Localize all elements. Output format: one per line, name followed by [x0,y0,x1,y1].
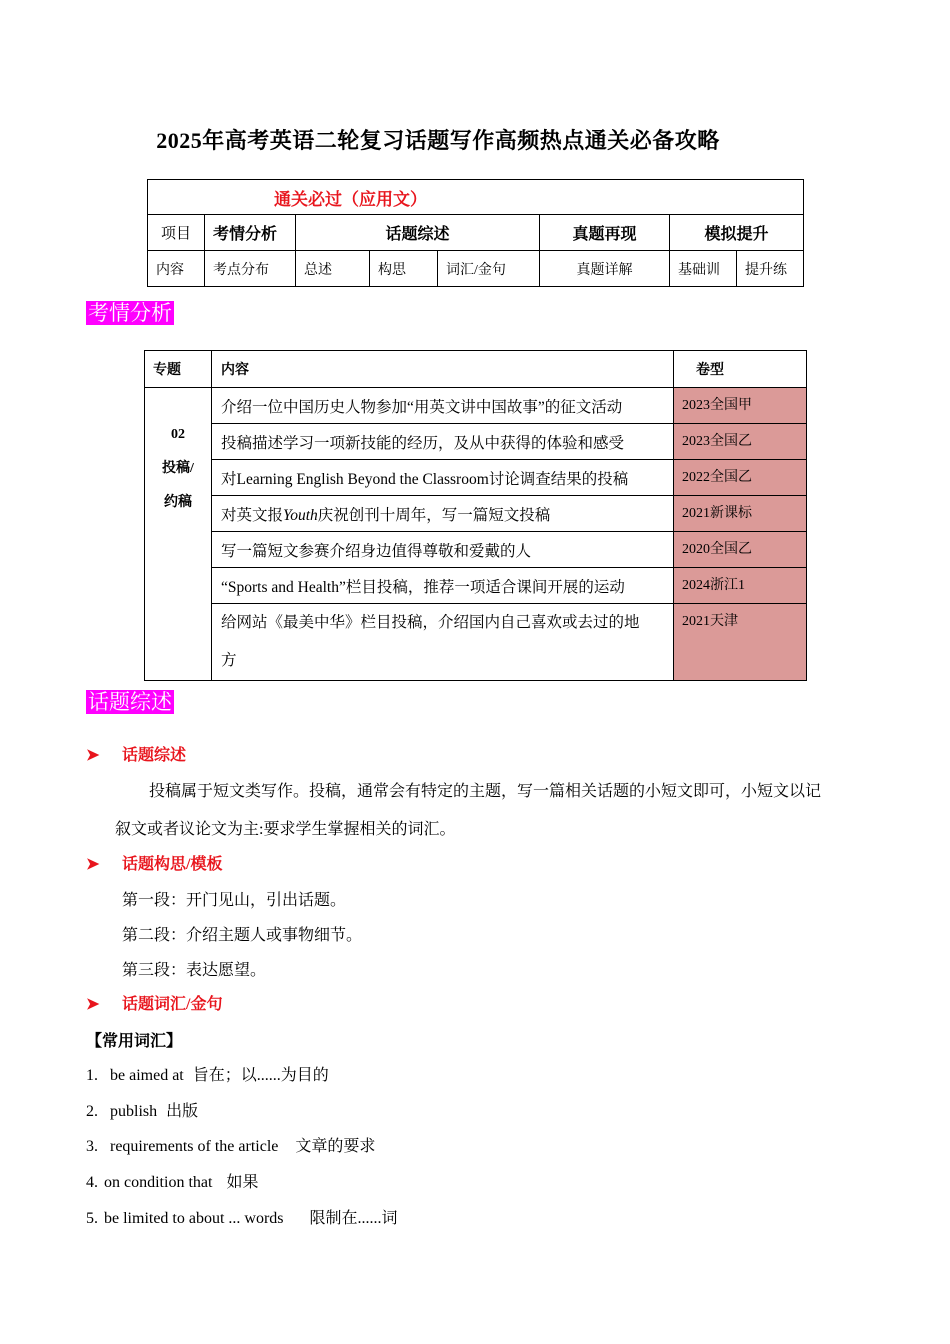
overview-paragraph-line2: 叙文或者议论文为主:要求学生掌握相关的词汇。 [115,821,456,838]
exam-content: 投稿描述学习一项新技能的经历，及从中获得的体验和感受 [212,424,674,460]
row-label-project: 项目 [148,215,205,251]
exam-content: 写一篇短文参赛介绍身边值得尊敬和爱戴的人 [212,532,674,568]
exam-content [212,496,674,532]
row-label-content: 内容 [148,251,205,287]
exam-paper: 2022全国乙 [674,460,807,496]
exam-content-post: 庆祝创刊十周年，写一篇短文投稿 [317,506,551,524]
vocab-number: 3. [86,1138,98,1155]
cell-summary: 总述 [296,251,370,287]
bullet-vocab [86,991,222,1014]
vocab-number: 2. [86,1103,98,1120]
cell-vocab: 词汇/金句 [438,251,540,287]
vocab-number: 1. [86,1067,98,1084]
header-mock: 模拟提升 [670,215,804,251]
page-title: 2025年高考英语二轮复习话题写作高频热点通关必备攻略 [156,128,720,153]
header-paper: 卷型 [674,351,807,388]
topic-cell [145,388,212,681]
exam-content-em: Youth [283,506,318,524]
vocab-item [86,1098,198,1121]
section-heading-overview: 话题综述 [88,690,172,714]
outline-item: 第三段：表达愿望。 [122,962,267,979]
vocab-english: publish [110,1103,158,1120]
cell-basic: 基础训 [670,251,737,287]
vocab-english: be aimed at [110,1067,184,1084]
bullet-outline-label: 话题构思/模板 [122,856,223,873]
vocab-english: on condition that [104,1174,213,1191]
vocab-english: requirements of the article [110,1138,279,1155]
vocab-chinese: 如果 [226,1174,259,1191]
bullet-overview [86,742,186,765]
vocab-item [86,1169,258,1192]
exam-paper: 2020全国乙 [674,532,807,568]
header-topic: 专题 [145,351,212,388]
exam-paper: 2023全国甲 [674,388,807,424]
bullet-vocab-label: 话题词汇/金句 [122,996,223,1013]
exam-content-line2: 方 [221,652,237,669]
vocab-item [86,1062,329,1085]
arrow-bullet-icon: ➤ [86,747,100,764]
header-analysis: 考情分析 [205,215,296,251]
outline-item: 第一段：开门见山，引出话题。 [122,892,347,909]
exam-paper: 2024浙江1 [674,568,807,604]
vocab-heading: 【常用词汇】 [86,1033,183,1050]
bullet-outline [86,851,222,874]
exam-content: 对Learning English Beyond the Classroom讨论调查结果的投稿 [212,460,674,496]
vocab-chinese: 旨在；以......为目的 [192,1067,329,1084]
exam-content: “Sports and Health”栏目投稿，推荐一项适合课间开展的运动 [212,568,674,604]
vocab-number: 4. [86,1174,98,1191]
vocab-chinese: 文章的要求 [295,1138,376,1155]
exam-content [212,604,674,681]
vocab-item [86,1205,398,1228]
vocab-number: 5. [86,1210,98,1227]
cell-idea: 构思 [370,251,438,287]
bullet-overview-label: 话题综述 [122,747,187,764]
summary-table [147,179,804,287]
header-content: 内容 [212,351,674,388]
vocab-english: be limited to about ... words [104,1210,284,1227]
exam-paper: 2021天津 [674,604,807,681]
exam-paper: 2023全国乙 [674,424,807,460]
exam-table [144,350,807,681]
overview-paragraph-line1: 投稿属于短文类写作。投稿，通常会有特定的主题，写一篇相关话题的小短文即可，小短文以记 [149,783,822,800]
header-overview: 话题综述 [296,215,540,251]
vocab-chinese: 出版 [166,1103,199,1120]
topic-name-line2: 约稿 [164,495,192,510]
exam-content-pre: 对英文报 [221,506,284,524]
vocab-chinese: 限制在......词 [309,1210,398,1227]
cell-advance: 提升练 [737,251,804,287]
exam-paper: 2021新课标 [674,496,807,532]
section-heading-analysis: 考情分析 [88,301,172,325]
outline-item: 第二段：介绍主题人或事物细节。 [122,927,363,944]
exam-content-line1: 给网站《最美中华》栏目投稿，介绍国内自己喜欢或去过的地 [221,614,640,631]
arrow-bullet-icon: ➤ [86,856,100,873]
cell-distribution: 考点分布 [205,251,296,287]
vocab-item [86,1133,375,1156]
topic-name-line1: 投稿/ [162,461,194,476]
arrow-bullet-icon: ➤ [86,996,100,1013]
cell-detail: 真题详解 [540,251,670,287]
topic-number: 02 [171,427,185,442]
header-real: 真题再现 [540,215,670,251]
exam-content: 介绍一位中国历史人物参加“用英文讲中国故事”的征文活动 [212,388,674,424]
summary-banner: 通关必过（应用文） [148,180,804,215]
